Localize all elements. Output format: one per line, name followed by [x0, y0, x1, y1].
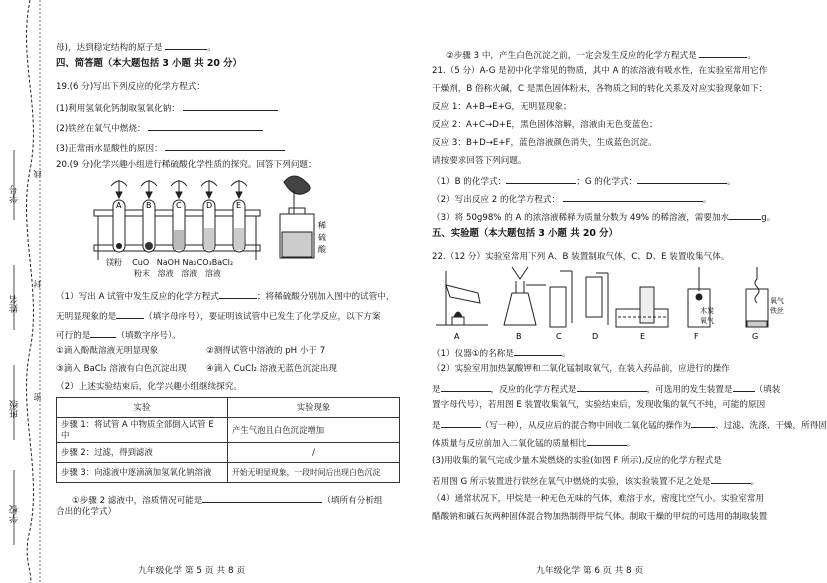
- q22-2-line4: 是 （写一种），从反应后的混合物中回收二氧化锰的操作为 、过滤、洗涤、干燥，所得固: [432, 418, 827, 432]
- q19-3: (3)正常雨水显酸性的原因：: [56, 141, 285, 155]
- label-iron-wire: 铁丝: [770, 307, 784, 315]
- q21-2: （2）写出反应 2 的化学方程式： 。: [432, 192, 711, 206]
- seal-feng: 封: [33, 280, 42, 288]
- q21-3: （3）将 50g98% 的 A 的浓溶液稀释为质量分数为 49% 的稀溶液，需要加水 g。: [432, 210, 775, 224]
- q22-2-line3: 置字母代号），若用图 E 装置收集氧气，实验结束后，发现收集的氧气不纯，可能的原因: [432, 400, 766, 410]
- class-label: 班级: [10, 400, 20, 418]
- q18-tail: 母)，达到稳定结构的原子是 。: [56, 40, 216, 54]
- table-cell: 步骤 1：将试管 A 中物质全部倒入试管 E 中: [57, 418, 228, 443]
- table-row: [57, 463, 400, 483]
- apparatus-letter-f: F: [694, 332, 699, 341]
- acid-label-2: 硫: [318, 233, 326, 242]
- q19-2: (2)铁丝在氧气中燃烧：: [56, 121, 263, 135]
- school-label: 学校: [10, 505, 20, 523]
- tube-letter-e: E: [236, 201, 242, 210]
- q19-1: (1)利用氢氧化钙制取氢氧化钠：: [56, 101, 278, 115]
- q20-2-1-line1: ①步骤 2 滤液中，溶质情况可能是 （填所有分析组: [72, 493, 383, 507]
- seal-mi: 密: [33, 393, 42, 401]
- apparatus-letter-g: G: [752, 332, 759, 341]
- reagent-states: 粉末 溶液 溶液 溶液: [134, 269, 221, 278]
- apparatus-figure: [432, 263, 784, 343]
- reaction-2: 反应 2：A+C→D+E，黑色固体溶解，溶液由无色变蓝色；: [432, 120, 658, 130]
- apparatus-letter-b: B: [516, 332, 522, 341]
- label-oxygen-g: 氧气: [770, 297, 784, 305]
- table-row: [57, 443, 400, 463]
- tube-letter-b: B: [146, 201, 152, 210]
- table-cell: /: [228, 443, 400, 463]
- q22-2-line1: （2）实验室用加热氯酸钾和二氧化锰制取氧气，在装入药品前，应进行的操作: [432, 364, 730, 374]
- number-label: 学号: [10, 185, 20, 203]
- option-4: ④滴入 CuCl₂ 溶液无蓝色沉淀出现: [206, 364, 337, 374]
- option-1: ①滴入酚酞溶液无明显现象: [56, 346, 159, 356]
- apparatus-letter-e: E: [640, 332, 646, 341]
- option-3: ③滴入 BaCl₂ 溶液有白色沉淀出现: [56, 364, 187, 374]
- tube-letter-d: D: [206, 201, 213, 210]
- label-oxygen-f: 氧气: [700, 317, 714, 325]
- q22-stem: 22.（12 分）实验室常用下列 A、B 装置制取气体，C、D、E 装置收集气体。: [432, 252, 730, 262]
- q22-3-line2: 若用图 G 所示装置进行铁丝在氧气中燃烧的实验，该实验装置不足之处是 。: [432, 474, 759, 488]
- left-footer: 九年级化学 第 5 页 共 8 页: [138, 566, 246, 576]
- q20-stem: 20.(9 分)化学兴趣小组进行稀硫酸化学性质的探究。回答下列问题：: [56, 160, 317, 170]
- label-charcoal: 木炭: [700, 307, 714, 315]
- q20-2-1-line2: 合出的化学式）: [56, 507, 117, 517]
- tube-letter-a: A: [116, 201, 122, 210]
- acid-label-3: 酸: [318, 245, 326, 254]
- q22-2-line2: 是 ，反应的化学方程式是 ，可选用的发生装置是 （填装: [432, 382, 780, 396]
- q20-2-stem: （2）上述实验结束后，化学兴趣小组继续探究。: [56, 382, 242, 392]
- reaction-3: 反应 3：B+D→E+F，蓝色溶液颜色消失，生成蓝色沉淀。: [432, 138, 657, 148]
- q22-2-line5: 体质量与反应前加入二氧化锰的质量相比 。: [432, 436, 635, 450]
- table-cell: 步骤 2：过滤，得到滤液: [57, 443, 228, 463]
- table-cell: 产生气泡且白色沉淀增加: [228, 418, 400, 443]
- table-header: 实验现象: [228, 398, 400, 418]
- q20-1-line3: 可行的是 （填数字序号）。: [56, 328, 181, 342]
- table-row: [57, 418, 400, 443]
- q22-3-line1: (3)用收集的氧气完成少量木炭燃烧的实验(如图 F 所示),反应的化学方程式是: [432, 456, 722, 466]
- table-cell: 开始无明显现象，一段时间后出现白色沉淀: [228, 463, 400, 483]
- apparatus-letter-d: D: [592, 332, 599, 341]
- acid-label-1: 稀: [318, 221, 326, 230]
- q22-4-line2: 醋酸钠和碱石灰两种固体混合物加热制得甲烷气体。制取干燥的甲烷的可选用的制取装置: [432, 512, 768, 522]
- instruction: 请按要求回答下列问题。: [432, 156, 527, 166]
- table-cell: 步骤 3：向滤液中逐滴滴加氢氧化钠溶液: [57, 463, 228, 483]
- table-header: 实验: [57, 398, 228, 418]
- q22-1: （1）仪器①的名称是 。: [432, 346, 571, 360]
- name-label: 姓名: [10, 295, 20, 313]
- binding-decoration: [0, 0, 46, 583]
- q20-1-line1: （1）写出 A 试管中发生反应的化学方程式 ；将稀硫酸分别加入图中的试管中，: [56, 289, 394, 303]
- apparatus-letter-c: C: [556, 332, 562, 341]
- section-5-title: 五、实验题（本大题包括 3 小题 共 20 分）: [432, 228, 618, 239]
- tube-letter-c: C: [176, 201, 182, 210]
- q21-stem-1: 21.（5 分）A-G 是初中化学常见的物质，其中 A 的浓溶液有吸水性，在实验室常用它作: [432, 66, 768, 76]
- table-header-row: [57, 398, 400, 418]
- apparatus-letter-a: A: [454, 332, 460, 341]
- q19-stem: 19.(6 分)写出下列反应的化学方程式：: [56, 82, 205, 92]
- q20-2-2: ②步骤 3 中，产生白色沉淀之前，一定会发生反应的化学方程式是 。: [446, 48, 756, 62]
- section-4-title: 四、简答题（本大题包括 3 小题 共 20 分）: [56, 58, 242, 69]
- q21-1: （1）B 的化学式： ；G 的化学式： 。: [432, 174, 736, 188]
- seal-xian: 线: [33, 170, 42, 178]
- reaction-1: 反应 1：A+B→E+G，无明显现象；: [432, 102, 572, 112]
- right-footer: 九年级化学 第 6 页 共 8 页: [536, 566, 644, 576]
- binding-margin: [0, 0, 46, 583]
- reagent-names: 镁粉 CuO NaOH Na₂CO₃BaCl₂: [106, 258, 234, 267]
- experiment-table: [56, 397, 400, 483]
- option-2: ②测得试管中溶液的 pH 小于 7: [206, 346, 326, 356]
- q22-4-line1: （4）通常状况下，甲烷是一种无色无味的气体，难溶于水，密度比空气小。实验室常用: [432, 494, 765, 504]
- q21-stem-2: 干燥剂，B 俗称火碱，C 是黑色固体粉末，各物质之间的转化关系及对应实验现象如下：: [432, 84, 768, 94]
- q20-1-line2: 无明显现象的是 （填字母序号），要证明该试管中已发生了化学反应，以下方案: [56, 309, 381, 323]
